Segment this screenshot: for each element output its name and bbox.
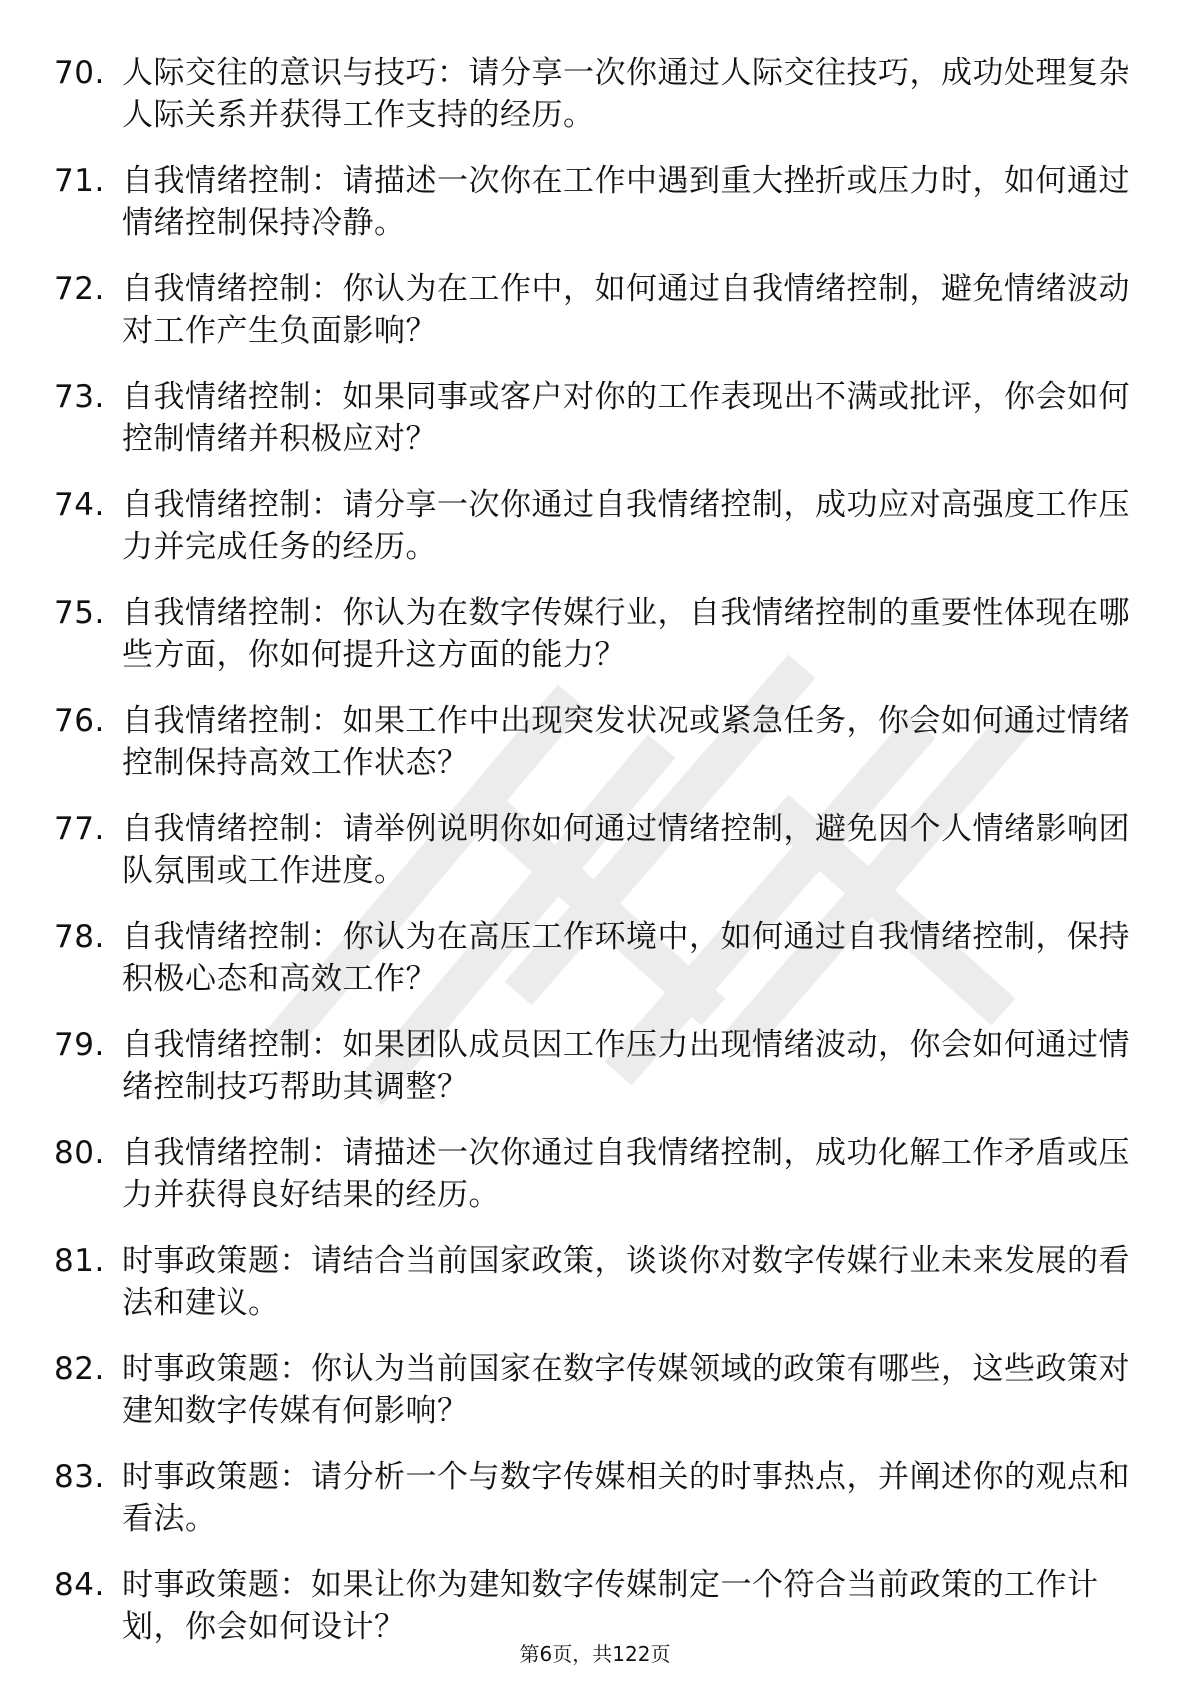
question-item bbox=[54, 1456, 1134, 1540]
question-number: 79. bbox=[54, 1027, 105, 1063]
question-number: 80. bbox=[54, 1135, 105, 1171]
question-item bbox=[54, 376, 1134, 460]
question-number: 75. bbox=[54, 595, 105, 631]
question-item bbox=[54, 1240, 1134, 1324]
question-number: 77. bbox=[54, 811, 105, 847]
question-text: 时事政策题：请分析一个与数字传媒相关的时事热点，并阐述你的观点和看法。 bbox=[122, 1459, 1130, 1537]
question-number: 70. bbox=[54, 55, 105, 91]
question-text: 自我情绪控制：请描述一次你通过自我情绪控制，成功化解工作矛盾或压力并获得良好结果的经历。 bbox=[122, 1135, 1130, 1213]
question-text: 自我情绪控制：你认为在工作中，如何通过自我情绪控制，避免情绪波动对工作产生负面影响？ bbox=[122, 271, 1130, 349]
question-item bbox=[54, 268, 1134, 352]
question-text: 自我情绪控制：请举例说明你如何通过情绪控制，避免因个人情绪影响团队氛围或工作进度。 bbox=[122, 811, 1130, 889]
question-text: 人际交往的意识与技巧：请分享一次你通过人际交往技巧，成功处理复杂人际关系并获得工作支持的经历。 bbox=[122, 55, 1130, 133]
question-number: 78. bbox=[54, 919, 105, 955]
question-item bbox=[54, 1564, 1134, 1648]
question-number: 73. bbox=[54, 379, 105, 415]
question-item bbox=[54, 484, 1134, 568]
question-number: 81. bbox=[54, 1243, 105, 1279]
question-item bbox=[54, 160, 1134, 244]
question-text: 时事政策题：请结合当前国家政策，谈谈你对数字传媒行业未来发展的看法和建议。 bbox=[122, 1243, 1130, 1321]
question-text: 自我情绪控制：请描述一次你在工作中遇到重大挫折或压力时，如何通过情绪控制保持冷静。 bbox=[122, 163, 1130, 241]
question-text: 自我情绪控制：如果团队成员因工作压力出现情绪波动，你会如何通过情绪控制技巧帮助其调整？ bbox=[122, 1027, 1130, 1105]
question-number: 72. bbox=[54, 271, 105, 307]
question-item bbox=[54, 1132, 1134, 1216]
page-number-footer: 第6页，共122页 bbox=[519, 1642, 671, 1666]
question-text: 时事政策题：如果让你为建知数字传媒制定一个符合当前政策的工作计划，你会如何设计？ bbox=[122, 1567, 1099, 1645]
question-text: 自我情绪控制：请分享一次你通过自我情绪控制，成功应对高强度工作压力并完成任务的经历。 bbox=[122, 487, 1130, 565]
question-text: 自我情绪控制：你认为在数字传媒行业，自我情绪控制的重要性体现在哪些方面，你如何提升这方面的能力？ bbox=[122, 595, 1130, 673]
question-number: 74. bbox=[54, 487, 105, 523]
question-item bbox=[54, 808, 1134, 892]
question-number: 84. bbox=[54, 1567, 105, 1603]
question-text: 自我情绪控制：你认为在高压工作环境中，如何通过自我情绪控制，保持积极心态和高效工作？ bbox=[122, 919, 1130, 997]
question-list bbox=[54, 52, 1134, 1672]
question-number: 82. bbox=[54, 1351, 105, 1387]
question-item bbox=[54, 52, 1134, 136]
question-item bbox=[54, 916, 1134, 1000]
question-item bbox=[54, 592, 1134, 676]
question-item bbox=[54, 1024, 1134, 1108]
question-item bbox=[54, 1348, 1134, 1432]
question-text: 自我情绪控制：如果同事或客户对你的工作表现出不满或批评，你会如何控制情绪并积极应对？ bbox=[122, 379, 1130, 457]
question-number: 71. bbox=[54, 163, 105, 199]
question-number: 83. bbox=[54, 1459, 105, 1495]
question-text: 时事政策题：你认为当前国家在数字传媒领域的政策有哪些，这些政策对建知数字传媒有何影响？ bbox=[122, 1351, 1130, 1429]
question-item bbox=[54, 700, 1134, 784]
question-number: 76. bbox=[54, 703, 105, 739]
question-text: 自我情绪控制：如果工作中出现突发状况或紧急任务，你会如何通过情绪控制保持高效工作状态？ bbox=[122, 703, 1130, 781]
